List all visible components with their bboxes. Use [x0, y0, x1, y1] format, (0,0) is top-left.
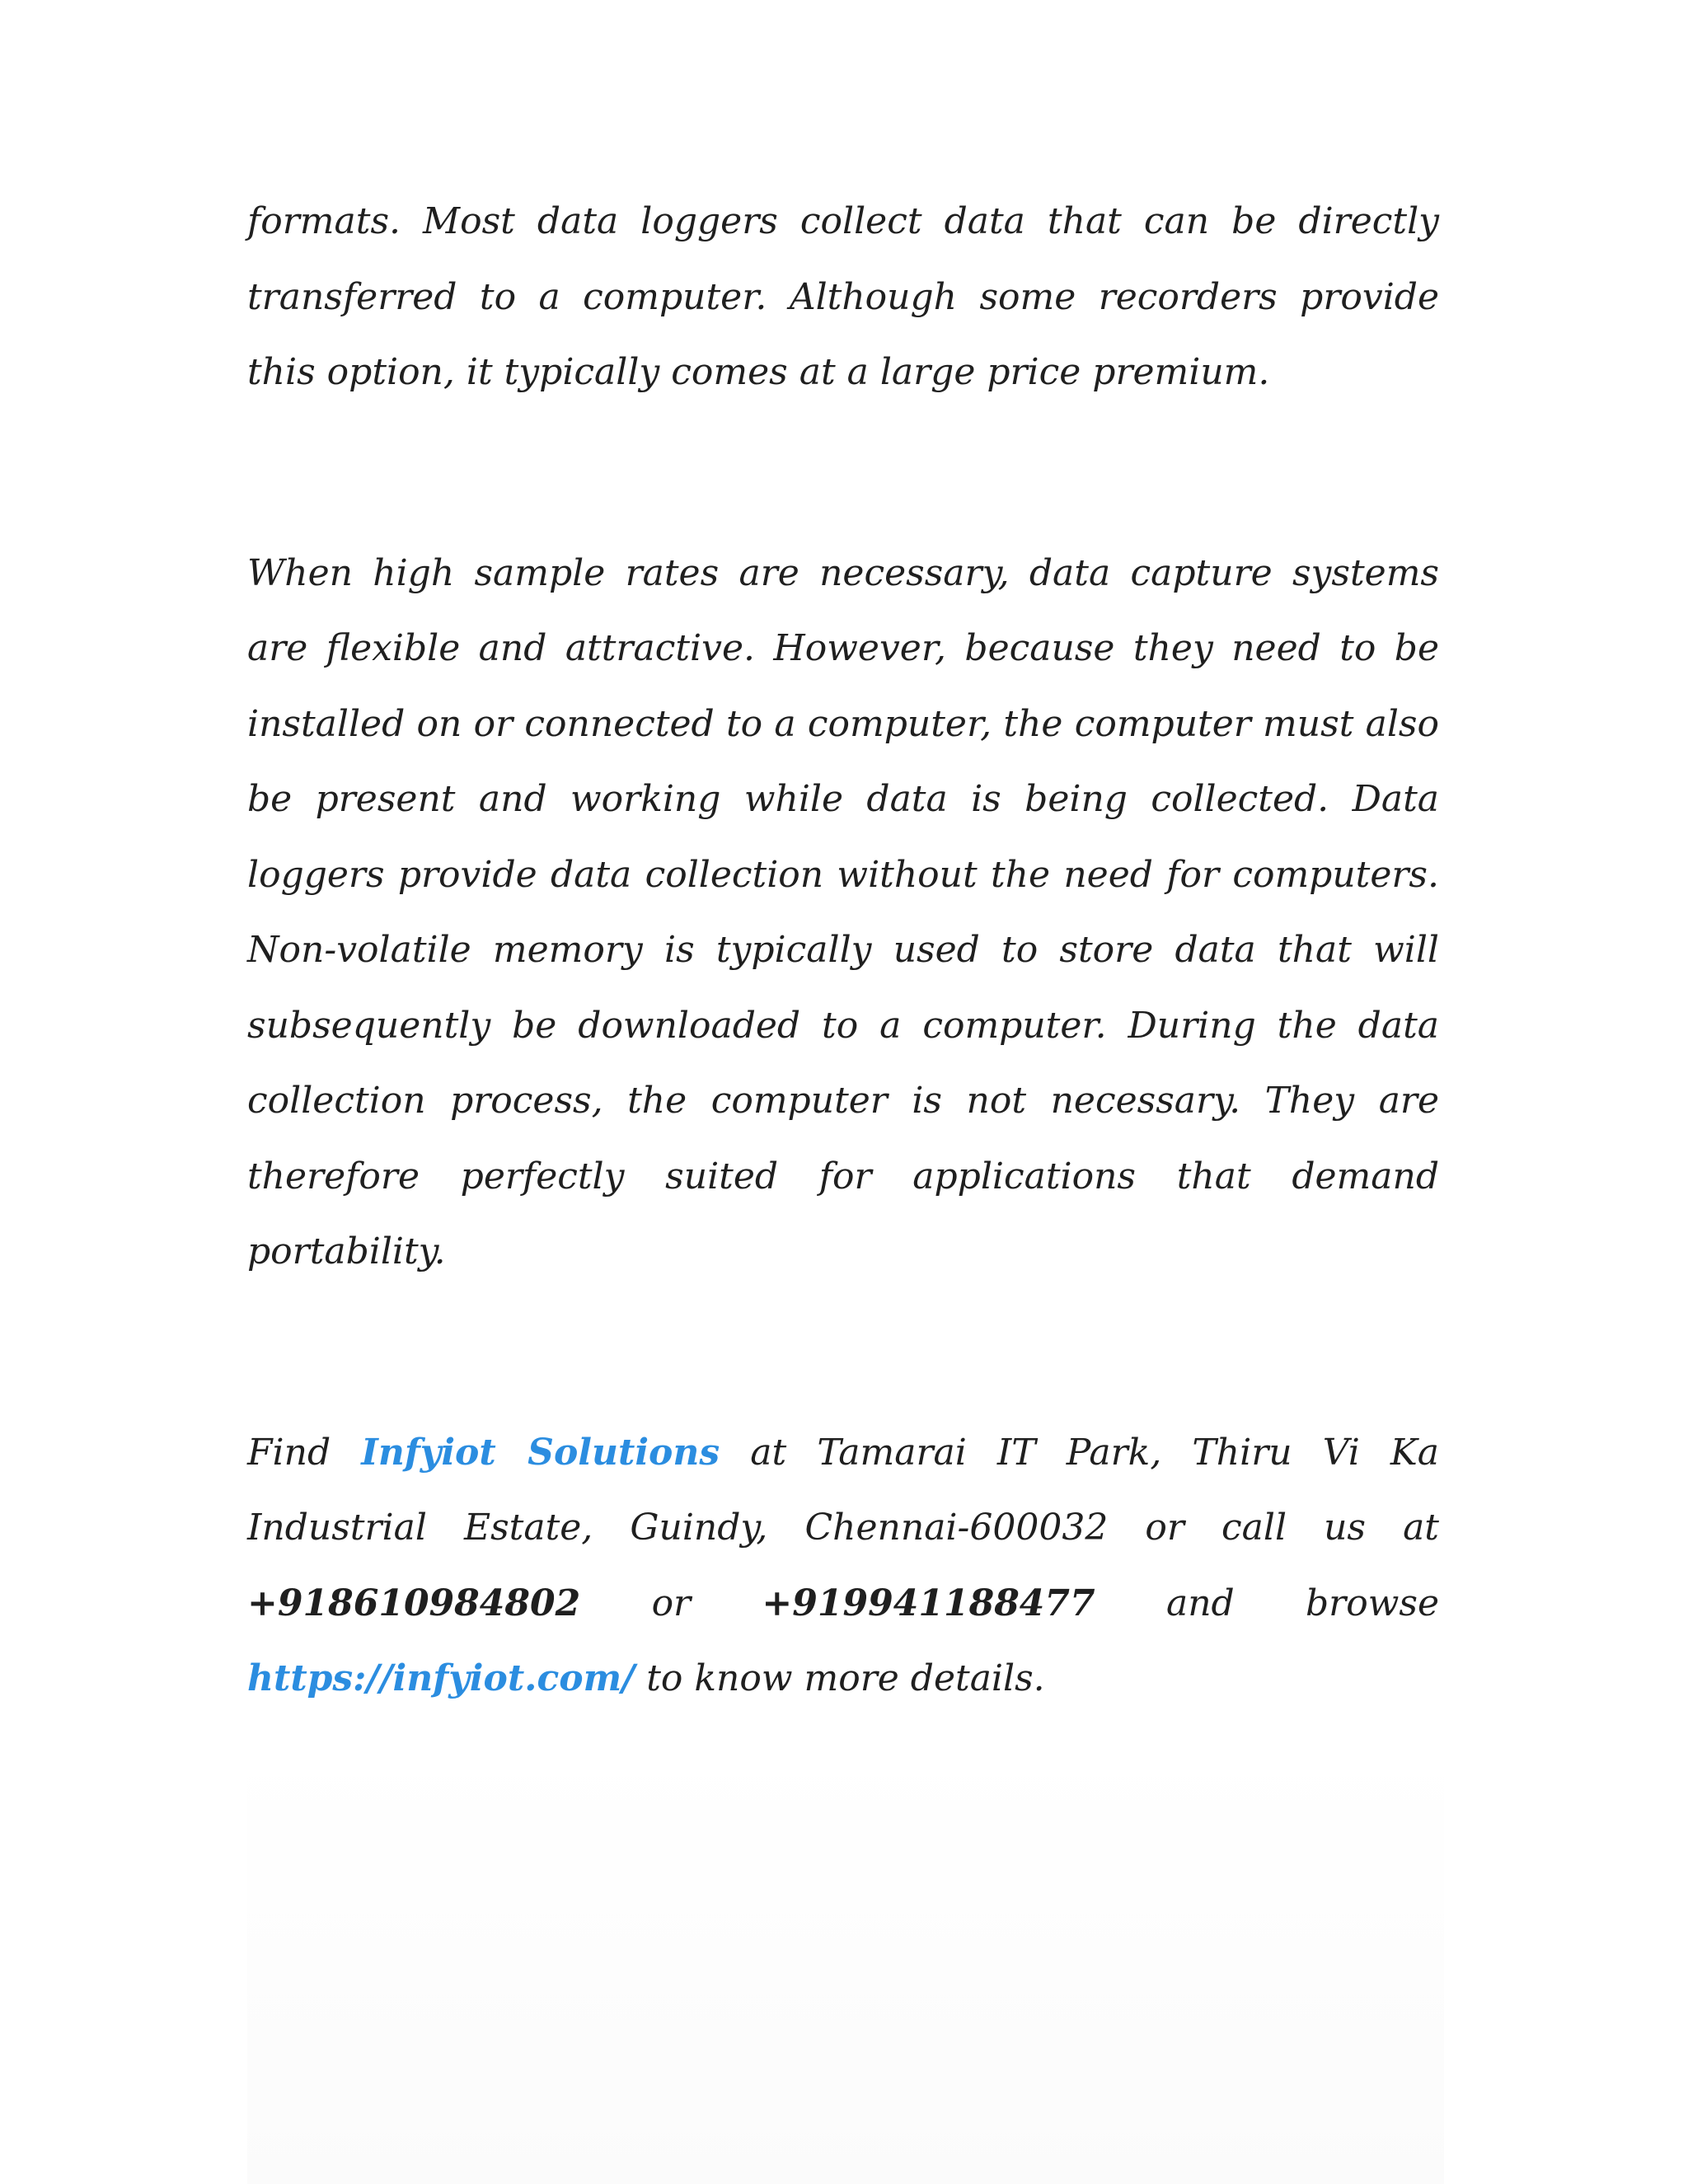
phone-number-2: +919941188477	[762, 1582, 1095, 1624]
page-bottom-shade	[247, 1747, 1444, 2184]
contact-find-text: Find	[247, 1431, 331, 1474]
company-link[interactable]: Infyiot Solutions	[361, 1431, 720, 1474]
contact-or-text: or	[651, 1582, 692, 1624]
website-link[interactable]: https://infyiot.com/	[247, 1657, 635, 1699]
contact-closing-text: to know more details.	[646, 1657, 1045, 1699]
paragraph-contact	[247, 1415, 1439, 1717]
contact-browse-text: and browse	[1165, 1582, 1439, 1624]
document-body	[247, 184, 1439, 1717]
paragraph-data-capture: When high sample rates are necessary, data capture systems are flexible and attractive. However, because they need to be installed on or connected to a computer, the computer must also be present and working while data is being collected. Data loggers provide data collection without the need for computers. Non-volatile memory is typically used to store data that will subsequently be downloaded to a computer. During the data collection process, the computer is not necessary. They are therefore perfectly suited for applications that demand portability.	[247, 551, 1439, 1272]
contact-address-text: at Tamarai IT Park, Thiru Vi Ka Industrial Estate, Guindy, Chennai-600032 or call us at	[247, 1431, 1439, 1549]
phone-number-1: +918610984802	[247, 1582, 581, 1624]
paragraph-data-transfer: formats. Most data loggers collect data that can be directly transferred to a computer. Although some recorders provide this option, it typically comes at a large price premium.	[247, 200, 1439, 393]
